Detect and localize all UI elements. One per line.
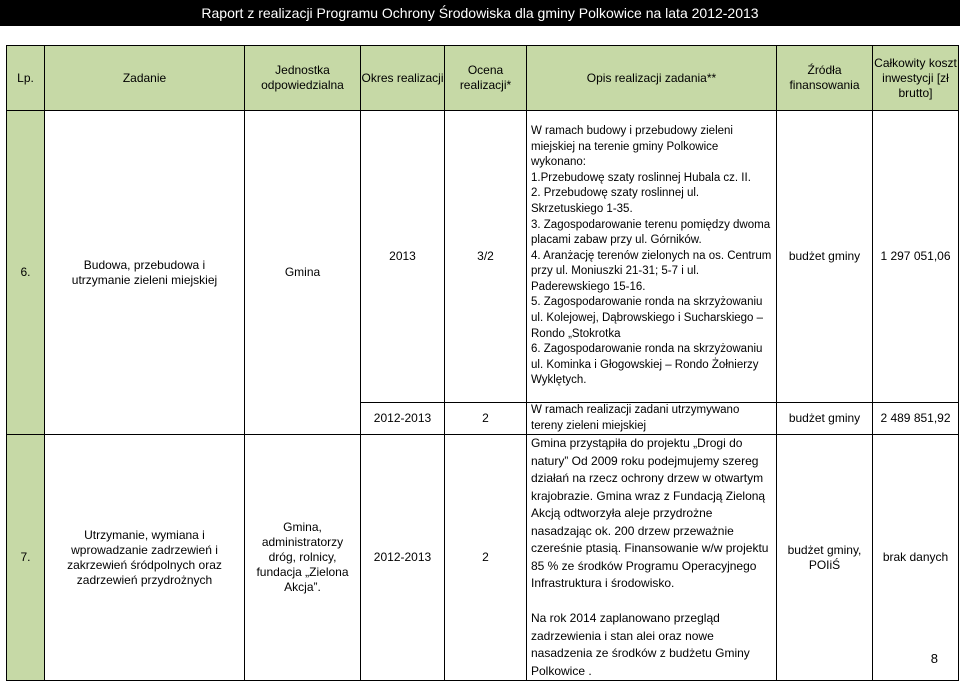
row7-zadanie: Utrzymanie, wymiana i wprowadzanie zadrzewień i zakrzewień śródpolnych oraz zadrzewień przydrożnych bbox=[45, 435, 245, 681]
row6-opis-a: W ramach budowy i przebudowy zieleni miejskiej na terenie gminy Polkowice wykonano: 1.Przebudowę szaty roslinnej Hubala cz. II. 2. Przebudowę szaty roslinnej ul. Skrzetuskiego 1-35. 3. Zagospodarowanie terenu pomiędzy dwoma placami zabaw przy ul. Górników. 4. Aranżację terenów zielonych na os. Centrum przy ul. Moniuszki 21-31; 5-7 i ul. Paderewskiego 15-16. 5. Zagospodarowanie ronda na skrzyżowaniu ul. Kolejowej, Dąbrowskiego i Sucharskiego – Rondo „Stokrotka 6. Zagospodarowanie ronda na skrzyżowaniu ul. Kominka i Głogowskiej – Rondo Żołnierzy Wyklętych. bbox=[527, 111, 777, 403]
page-title: Raport z realizacji Programu Ochrony Środowiska dla gminy Polkowice na lata 2012-2013 bbox=[0, 0, 960, 26]
row6-lp: 6. bbox=[7, 111, 45, 435]
row6-opis-b: W ramach realizacji zadani utrzymywano tereny zieleni miejskiej bbox=[527, 403, 777, 435]
row6-koszt-b: 2 489 851,92 bbox=[873, 403, 959, 435]
page-number: 8 bbox=[930, 651, 938, 666]
row6-zrodla-a: budżet gminy bbox=[777, 111, 873, 403]
row7-zrodla: budżet gminy, POIiŚ bbox=[777, 435, 873, 681]
header-lp: Lp. bbox=[7, 46, 45, 111]
row6-jednostka: Gmina bbox=[245, 111, 361, 435]
row6-ocena-a: 3/2 bbox=[445, 111, 527, 403]
header-ocena: Ocena realizacji* bbox=[445, 46, 527, 111]
header-row bbox=[7, 46, 959, 111]
report-table bbox=[6, 45, 959, 681]
table-row bbox=[7, 435, 959, 681]
header-okres: Okres realizacji bbox=[361, 46, 445, 111]
row7-okres: 2012-2013 bbox=[361, 435, 445, 681]
row6-zadanie: Budowa, przebudowa i utrzymanie zieleni miejskiej bbox=[45, 111, 245, 435]
row7-lp: 7. bbox=[7, 435, 45, 681]
row6-okres-b: 2012-2013 bbox=[361, 403, 445, 435]
row6-okres-a: 2013 bbox=[361, 111, 445, 403]
row7-ocena: 2 bbox=[445, 435, 527, 681]
row6-zrodla-b: budżet gminy bbox=[777, 403, 873, 435]
header-koszt: Całkowity koszt inwestycji [zł brutto] bbox=[873, 46, 959, 111]
header-zrodla: Źródła finansowania bbox=[777, 46, 873, 111]
row7-opis: Gmina przystąpiła do projektu „Drogi do natury” Od 2009 roku podejmujemy szereg działań na rzecz ochrony drzew w otwartym krajobrazie. Gmina wraz z Fundacją Zieloną Akcją odtworzyła aleje przydrożne nasadzając ok. 200 drzew przeważnie czereśnie ptasią. Finansowanie w/w projektu 85 % ze środków Programu Operacyjnego Infrastruktura i środowisko. Na rok 2014 zaplanowano przegląd zadrzewienia i stan alei oraz nowe nasadzenia ze środków z budżetu Gminy Polkowice . bbox=[527, 435, 777, 681]
row6-koszt-a: 1 297 051,06 bbox=[873, 111, 959, 403]
row7-koszt: brak danych bbox=[873, 435, 959, 681]
header-zadanie: Zadanie bbox=[45, 46, 245, 111]
row7-jednostka: Gmina, administratorzy dróg, rolnicy, fundacja „Zielona Akcja”. bbox=[245, 435, 361, 681]
header-opis: Opis realizacji zadania** bbox=[527, 46, 777, 111]
table-row bbox=[7, 111, 959, 403]
row6-ocena-b: 2 bbox=[445, 403, 527, 435]
header-jednostka: Jednostka odpowiedzialna bbox=[245, 46, 361, 111]
